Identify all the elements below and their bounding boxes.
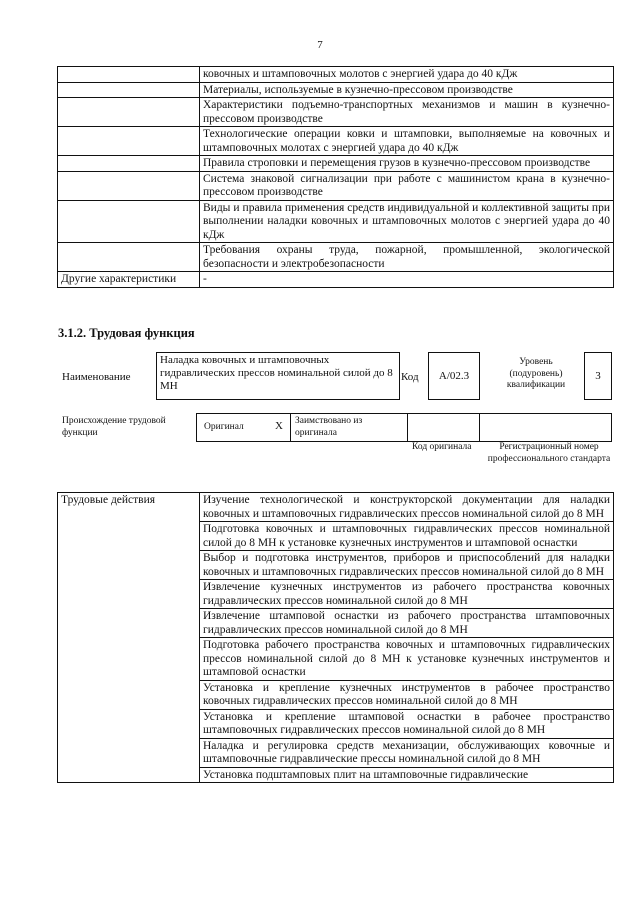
top-table-row: [58, 156, 614, 172]
top-table-right-cell: Технологические операции ковки и штамповки, выполняемые на ковочных и штамповочных молотах с энергией удара до 40 кДж: [200, 127, 614, 156]
labor-action-cell: Подготовка ковочных и штамповочных гидравлических прессов номинальной силой до 8 МН к установке кузнечных инструментов и штамповой оснастки: [200, 522, 614, 551]
top-table-right-cell: Требования охраны труда, пожарной, промышленной, экологической безопасности и электробезопасности: [200, 243, 614, 272]
labor-actions-table: [57, 492, 614, 783]
top-table-left-cell: [58, 98, 200, 127]
top-table-left-cell: [58, 127, 200, 156]
labor-actions-label: Трудовые действия: [58, 493, 200, 783]
top-table-right-cell: Правила строповки и перемещения грузов в кузнечно-прессовом производстве: [200, 156, 614, 172]
code-box: [428, 352, 480, 400]
top-table-left-cell: [58, 156, 200, 172]
level-value: 3: [595, 370, 601, 382]
labor-action-cell: Изучение технологической и конструкторской документации для наладки ковочных и штамповочных гидравлических прессов номинальной силой до 8 МН: [200, 493, 614, 522]
labor-action-cell: Наладка и регулировка средств механизации, обслуживающих ковочные и штамповочные гидравлические прессы номинальной силой до 8 МН: [200, 738, 614, 767]
top-table-right-cell: Виды и правила применения средств индивидуальной и коллективной защиты при выполнении наладки ковочных и штамповочных молотов с энергией удара до 40 кДж: [200, 200, 614, 243]
origin-label: Происхождение трудовой функции: [62, 416, 166, 438]
function-name-value: Наладка ковочных и штамповочных гидравлических прессов номинальной силой до 8 МН: [160, 354, 393, 392]
level-box: [584, 352, 612, 400]
code-original-caption: Код оригинала: [412, 442, 472, 452]
section-heading: 3.1.2. Трудовая функция: [58, 326, 195, 340]
top-table-row: [58, 171, 614, 200]
labor-action-cell: Установка и крепление кузнечных инструментов в рабочее пространство ковочных гидравлических прессов номинальной силой до 8 МН: [200, 680, 614, 709]
top-table-left-cell: [58, 243, 200, 272]
name-label: Наименование: [62, 371, 131, 383]
top-table-row: [58, 67, 614, 83]
borrowed-label: Заимствовано из оригинала: [295, 416, 363, 438]
origin-boxes: [196, 413, 612, 442]
code-value: А/02.3: [438, 370, 470, 382]
top-table-left-cell: [58, 82, 200, 98]
top-table-left-cell: Другие характеристики: [58, 272, 200, 288]
labor-action-cell: Извлечение штамповой оснастки из рабочего пространства штамповочных гидравлических прессов номинальной силой до 8 МН: [200, 609, 614, 638]
top-table-row: [58, 272, 614, 288]
original-mark: X: [275, 420, 283, 432]
top-table-row: [58, 127, 614, 156]
top-table-row: [58, 243, 614, 272]
top-table-row: [58, 82, 614, 98]
top-table-right-cell: Характеристики подъемно-транспортных механизмов и машин в кузнечно-прессовом производстве: [200, 98, 614, 127]
top-table-left-cell: [58, 200, 200, 243]
reg-number-caption: Регистрационный номер профессионального стандарта: [487, 442, 611, 464]
top-table-right-cell: Материалы, используемые в кузнечно-прессовом производстве: [200, 82, 614, 98]
top-table-right-cell: Система знаковой сигнализации при работе с машинистом крана в кузнечно-прессовом производстве: [200, 171, 614, 200]
top-table-row: [58, 200, 614, 243]
labor-action-cell: Установка подштамповых плит на штамповочные гидравлические: [200, 767, 614, 783]
labor-action-cell: Подготовка рабочего пространства ковочных и штамповочных гидравлических прессов номинальной силой до 8 МН к установке кузнечных инструментов и штамповой оснастки: [200, 638, 614, 681]
code-label: Код: [401, 371, 419, 383]
top-characteristics-table: [57, 66, 614, 288]
top-table-left-cell: [58, 171, 200, 200]
labor-action-cell: Установка и крепление штамповой оснастки в рабочее пространство штамповочных гидравлических прессов номинальной силой до 8 МН: [200, 709, 614, 738]
top-table-right-cell: -: [200, 272, 614, 288]
labor-action-row: [58, 493, 614, 522]
top-table-left-cell: [58, 67, 200, 83]
labor-action-cell: Извлечение кузнечных инструментов из рабочего пространства ковочных гидравлических прессов номинальной силой до 8 МН: [200, 580, 614, 609]
top-table-right-cell: ковочных и штамповочных молотов с энергией удара до 40 кДж: [200, 67, 614, 83]
original-label: Оригинал: [204, 422, 244, 432]
function-name-box: [156, 352, 400, 400]
labor-action-cell: Выбор и подготовка инструментов, приборов и приспособлений для наладки ковочных и штамповочных гидравлических прессов номинальной силой до 8 МН: [200, 551, 614, 580]
level-label: Уровень (подуровень) квалификации: [506, 357, 566, 390]
top-table-row: [58, 98, 614, 127]
page-number: 7: [317, 39, 323, 51]
